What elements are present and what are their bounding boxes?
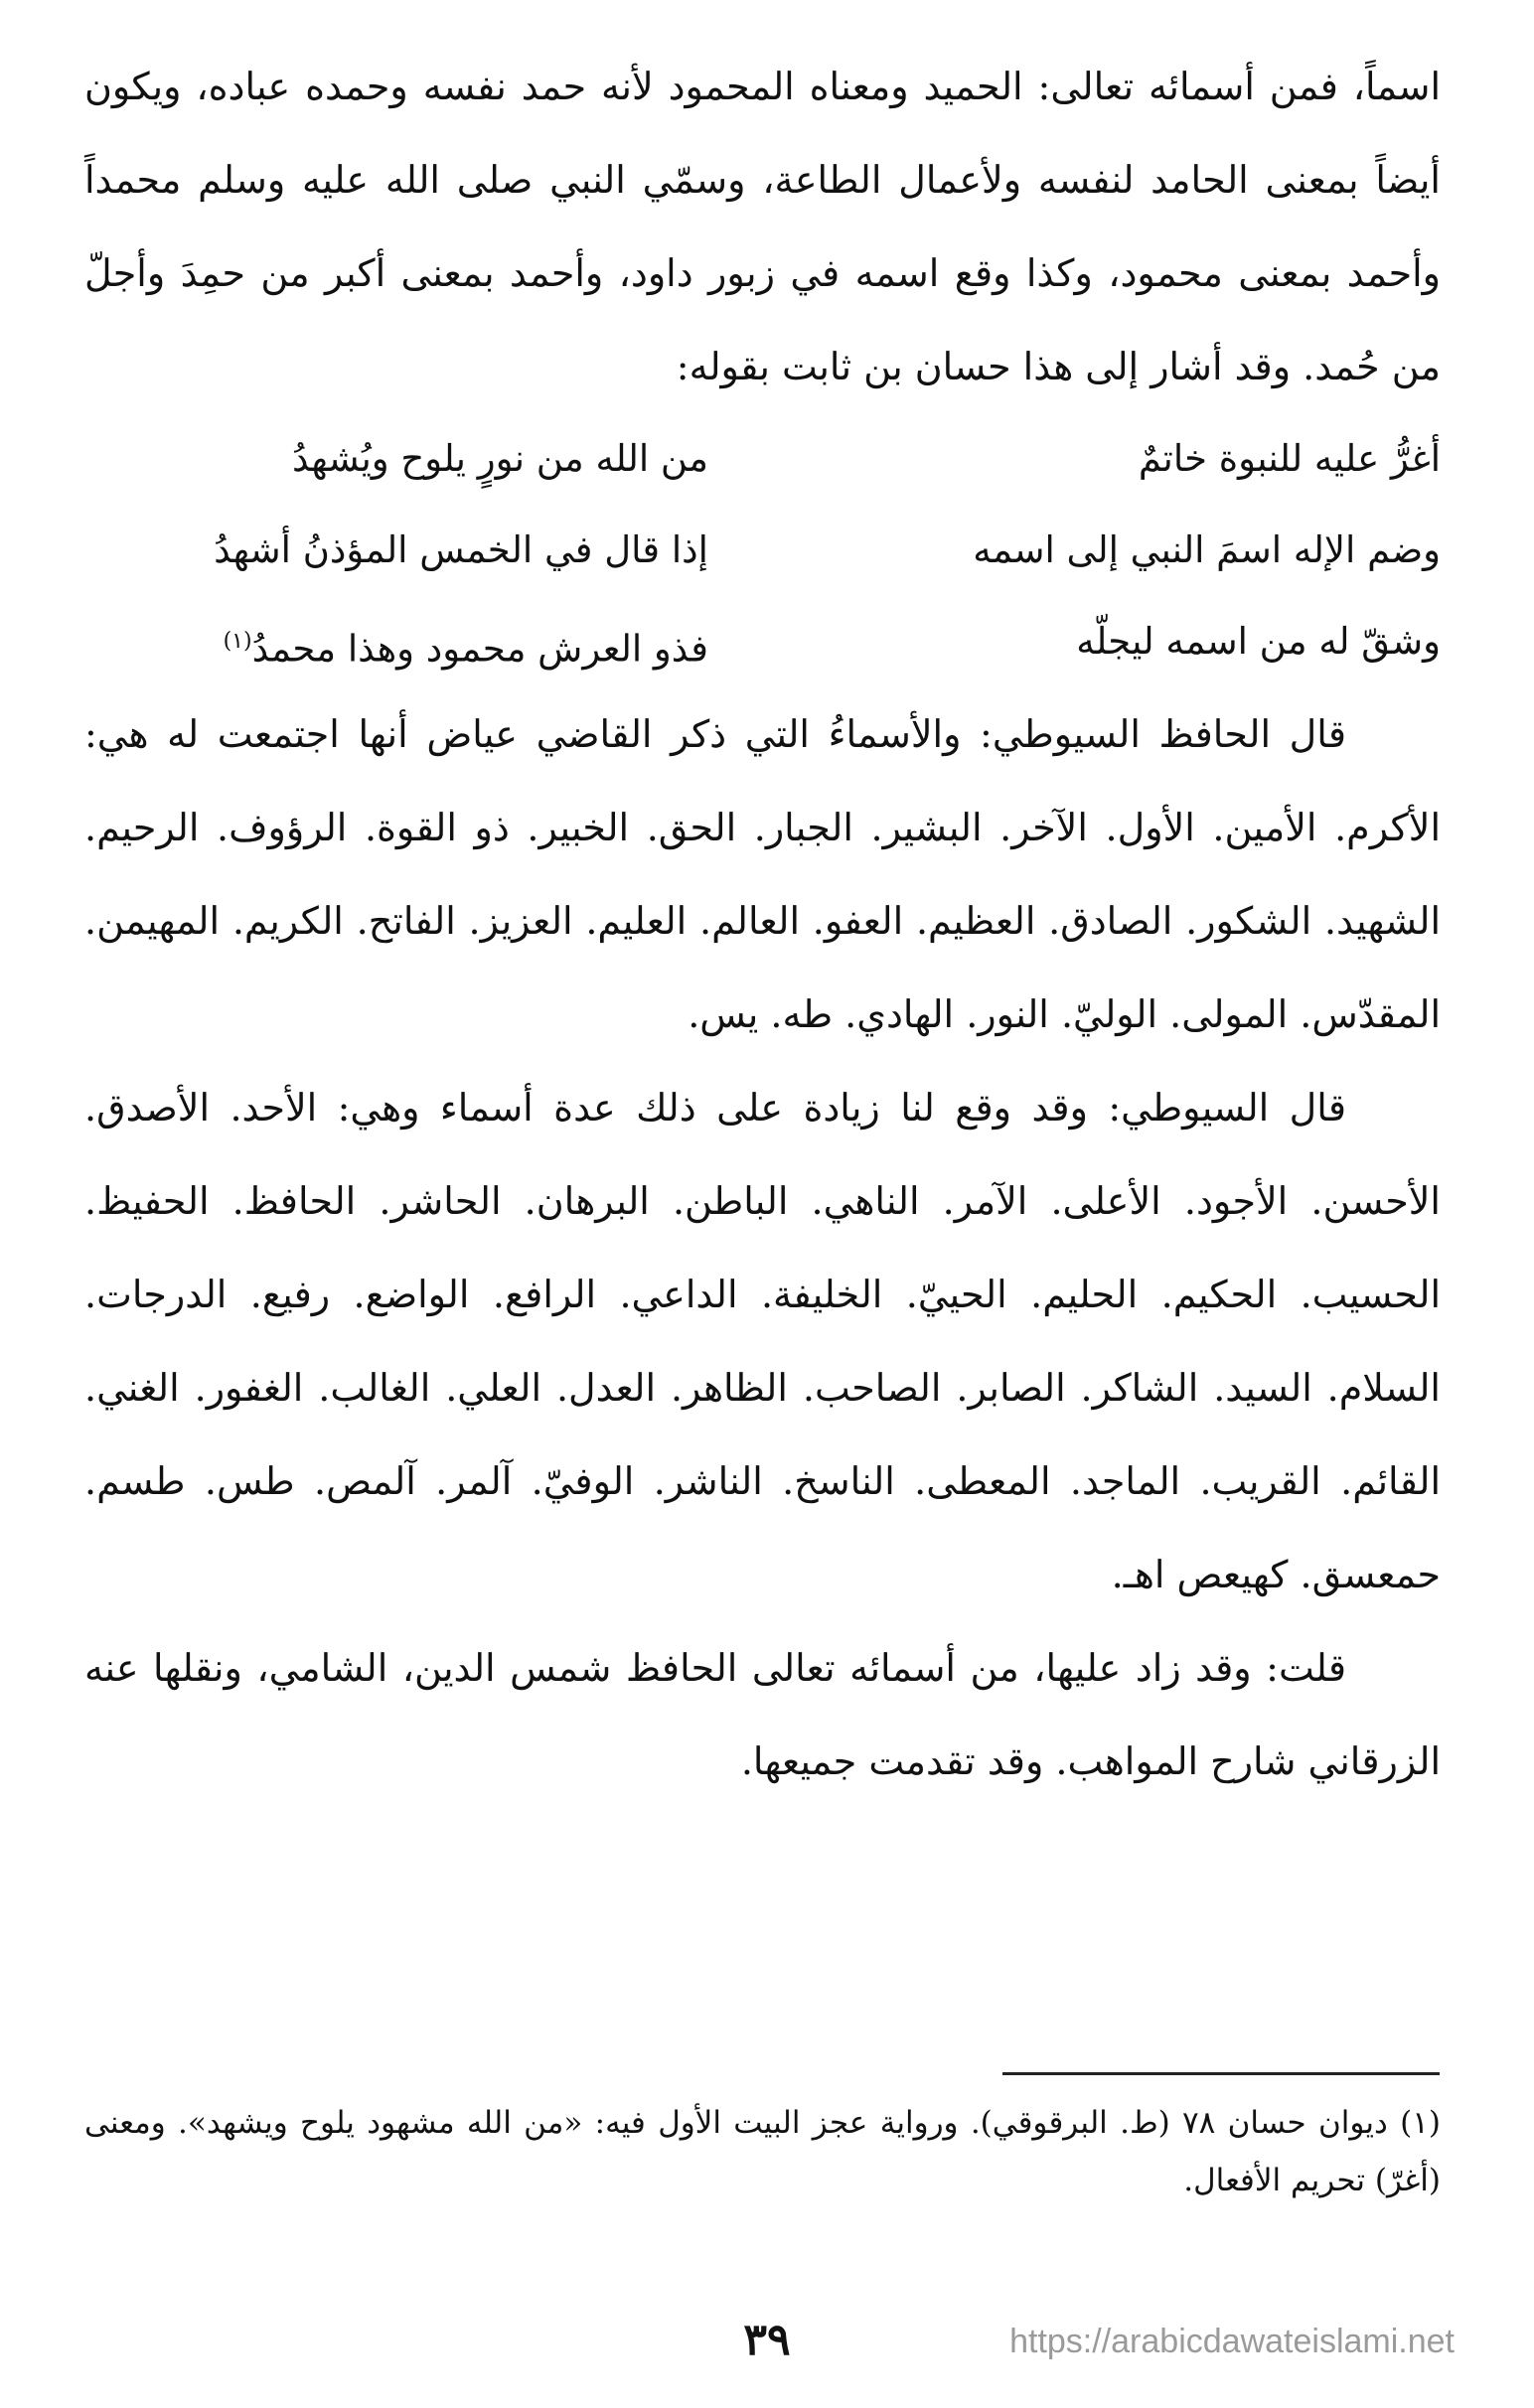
- verse-2-second-hemistich: إذا قال في الخمس المؤذنُ أشهدُ: [214, 528, 708, 571]
- poem-verse-3: [84, 596, 1441, 687]
- verse-3-first-hemistich: وشقّ له من اسمه ليجلّه: [1076, 620, 1441, 663]
- poem-verse-1: [84, 413, 1441, 505]
- suyuti-paragraph-2: قال السيوطي: وقد وقع لنا زيادة على ذلك عدة أسماء وهي: الأحد. الأصدق. الأحسن. الأجود. الأعلى. الآمر. الناهي. الباطن. البرهان. الحاشر. الحافظ. الحفيظ. الحسيب. الحكيم. الحليم. الحييّ. الخليفة. الداعي. الرافع. الواضع. رفيع. الدرجات. السلام. السيد. الشاكر. الصابر. الصاحب. الظاهر. العدل. العلي. الغالب. الغفور. الغني. القائم. القريب. الماجد. المعطى. الناسخ. الناشر. الوفيّ. آلمر. آلمص. طس. طسم. حمعسق. كهيعص اهـ.: [84, 1086, 1441, 1596]
- closing-paragraph: قلت: وقد زاد عليها، من أسمائه تعالى الحافظ شمس الدين، الشامي، ونقلها عنه الزرقاني شارح المواهب. وقد تقدمت جميعها.: [84, 1646, 1441, 1783]
- verse-3-second-hemistich: فذو العرش محمود وهذا محمدُ: [251, 627, 708, 671]
- poem-verse-2: [84, 505, 1441, 596]
- page-number: ٣٩: [743, 2315, 791, 2365]
- verse-1-second-hemistich: من الله من نورٍ يلوح ويُشهدُ: [292, 437, 708, 480]
- footnote-reference: (١): [223, 629, 252, 654]
- footnote: (١) ديوان حسان ٧٨ (ط. البرقوقي). ورواية عجز البيت الأول فيه: «من الله مشهود يلوح ويشهد». ومعنى (أغرّ) تحريم الأفعال.: [84, 2105, 1441, 2198]
- page-body: [84, 40, 1441, 1808]
- intro-paragraph: اسماً، فمن أسمائه تعالى: الحميد ومعناه المحمود لأنه حمد نفسه وحمده عباده، ويكون أيضاً بمعنى الحامد لنفسه ولأعمال الطاعة، وسمّي النبي صلى الله عليه وسلم محمداً وأحمد بمعنى محمود، وكذا وقع اسمه في زبور داود، وأحمد بمعنى أكبر من حمِدَ وأجلّ من حُمد. وقد أشار إلى هذا حسان بن ثابت بقوله:: [84, 65, 1441, 388]
- verse-3-second-hemistich-wrap: [84, 596, 708, 687]
- poem-block: [84, 413, 1441, 687]
- verse-1-first-hemistich: أغرُّ عليه للنبوة خاتمٌ: [1138, 437, 1441, 480]
- watermark-url: https://arabicdawateislami.net: [1009, 2323, 1455, 2360]
- suyuti-paragraph-1: قال الحافظ السيوطي: والأسماءُ التي ذكر القاضي عياض أنها اجتمعت له هي: الأكرم. الأمين. الأول. الآخر. البشير. الجبار. الحق. الخبير. ذو القوة. الرؤوف. الرحيم. الشهيد. الشكور. الصادق. العظيم. العفو. العالم. العليم. العزيز. الفاتح. الكريم. المهيمن. المقدّس. المولى. الوليّ. النور. الهادي. طه. يس.: [84, 712, 1441, 1036]
- footnote-divider: [1002, 2072, 1440, 2075]
- verse-2-first-hemistich: وضم الإله اسمَ النبي إلى اسمه: [973, 528, 1441, 571]
